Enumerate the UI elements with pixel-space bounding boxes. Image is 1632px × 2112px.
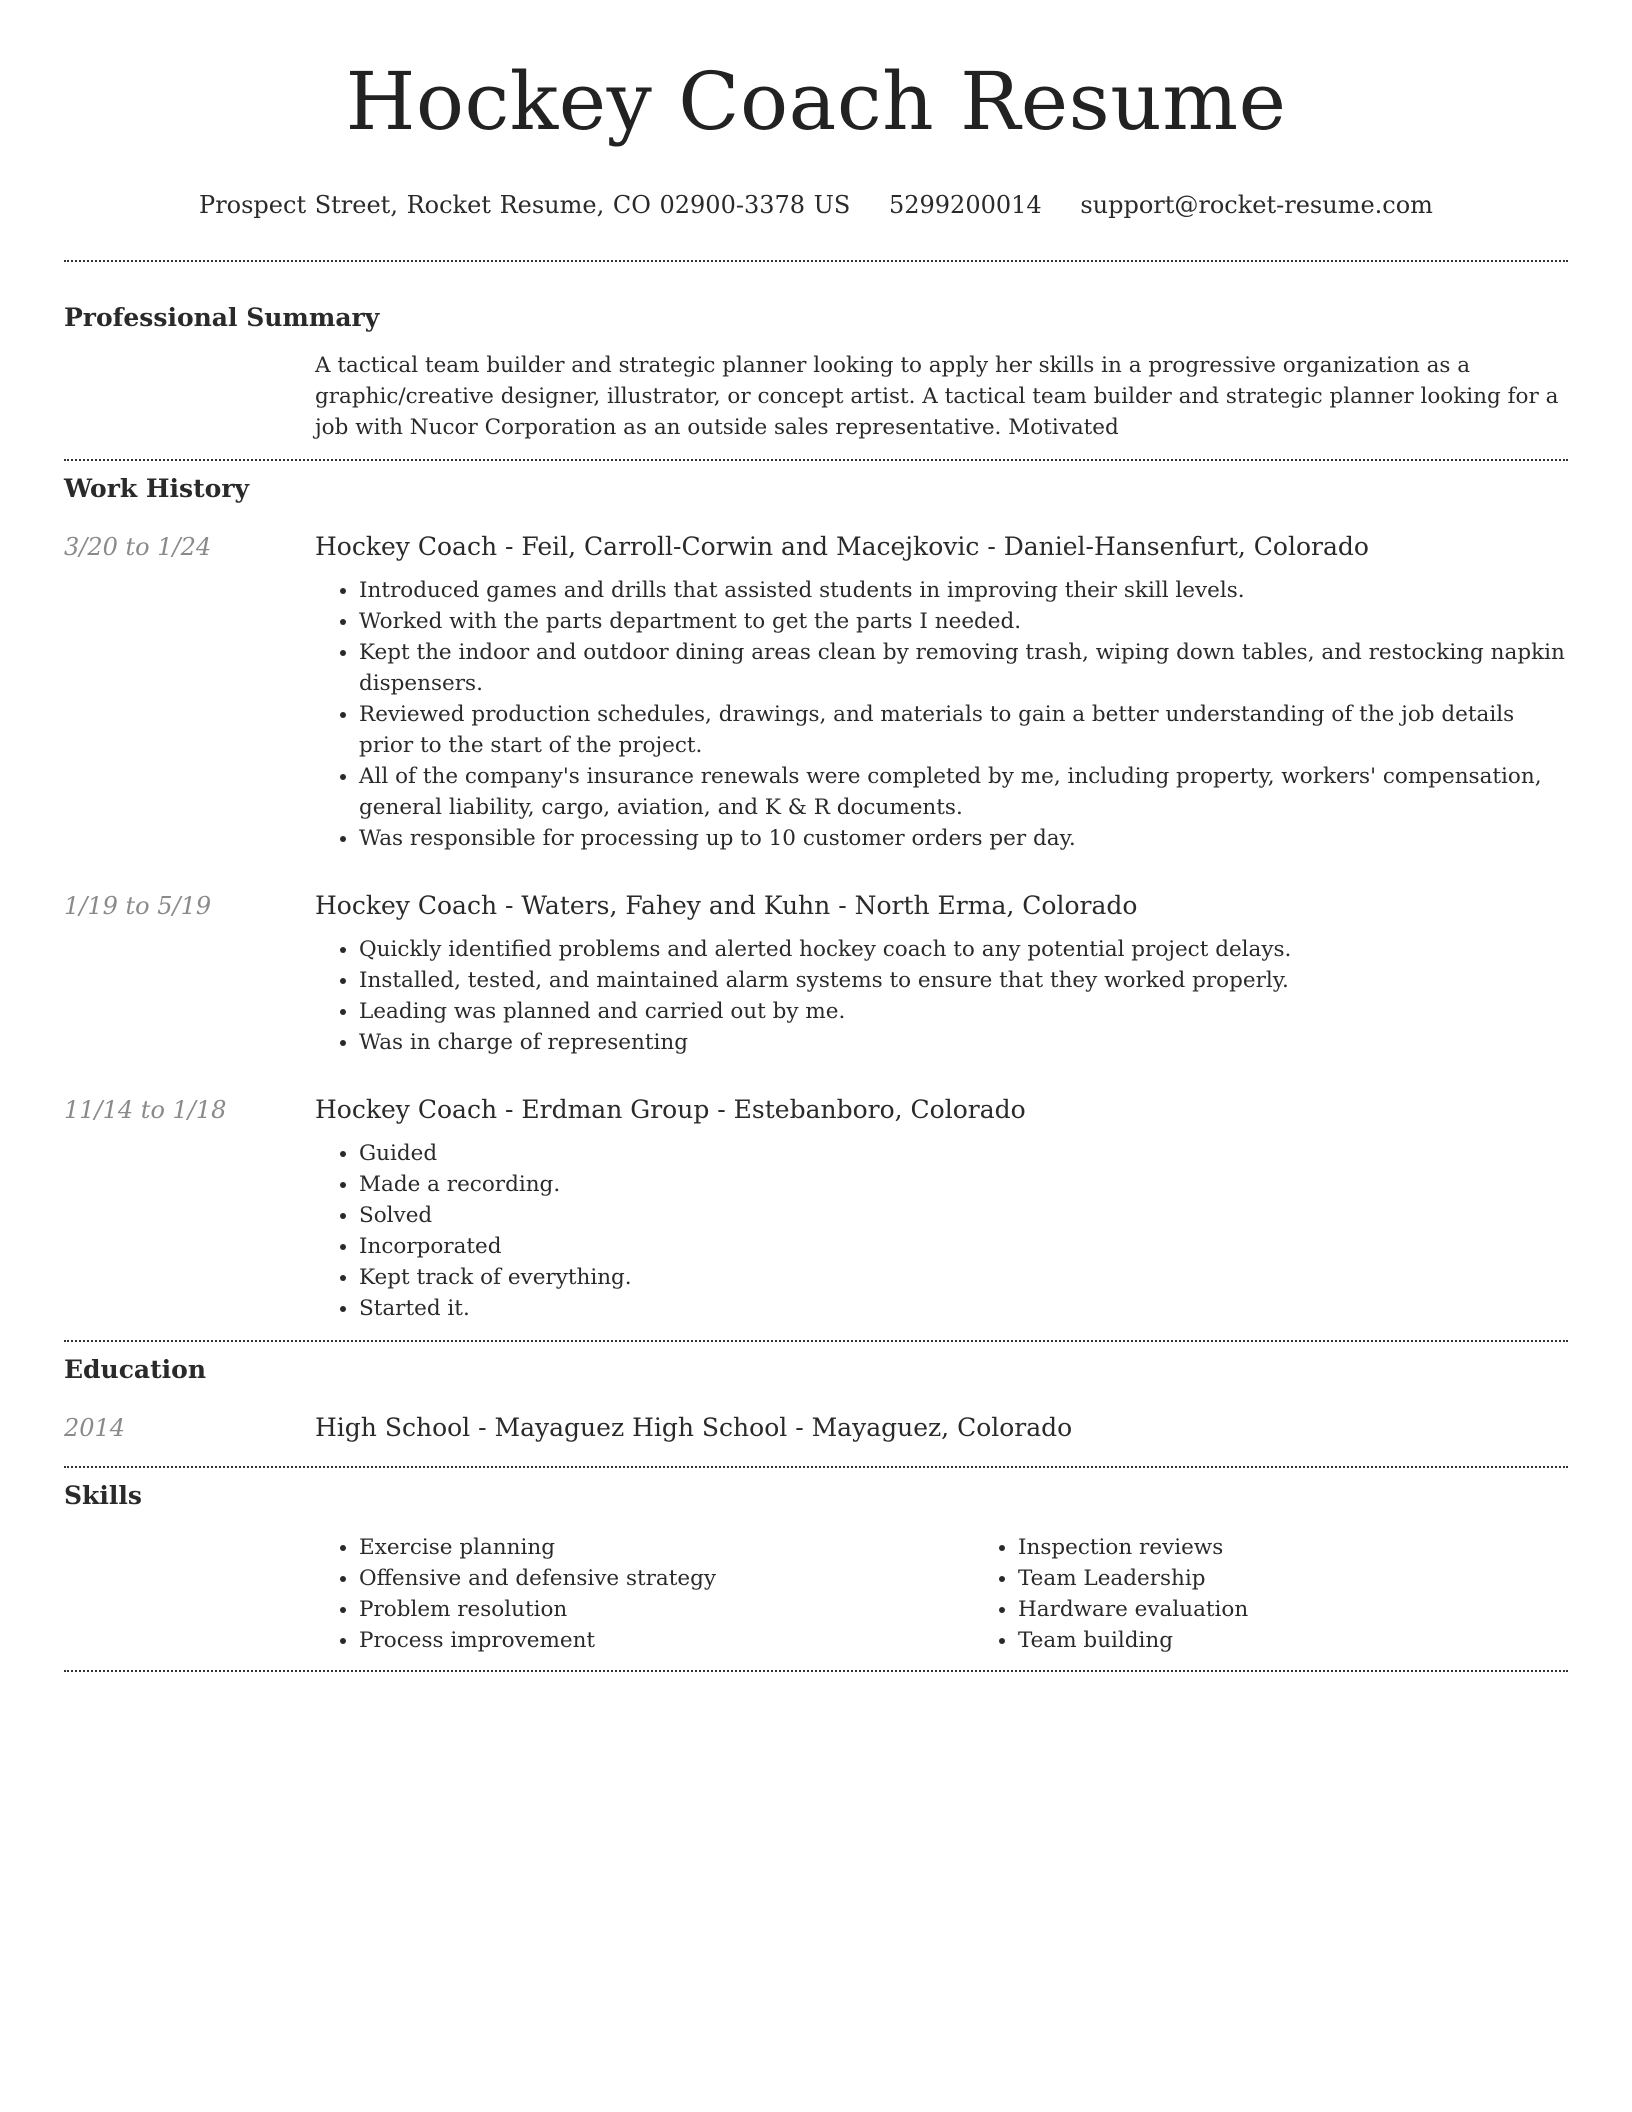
list-item: • Leading was planned and carried out by me. (359, 996, 1568, 1027)
list-item: • Kept the indoor and outdoor dining areas clean by removing trash, wiping down tables, and restocking napkin dispensers. (359, 637, 1568, 699)
job-heading: Hockey Coach - Erdman Group - Estebanboro, Colorado (315, 1095, 1026, 1124)
list-item: • Solved (359, 1200, 1568, 1231)
list-item: • Offensive and defensive strategy (359, 1563, 974, 1594)
list-item: • Reviewed production schedules, drawings, and materials to gain a better understanding of the job details prior to the start of the project. (359, 699, 1568, 761)
work-section (64, 471, 1568, 1324)
list-item: • Kept track of everything. (359, 1262, 1568, 1293)
job-dates: 3/20 to 1/24 (64, 533, 212, 561)
job-dates: 11/14 to 1/18 (64, 1096, 227, 1124)
list-item: • Made a recording. (359, 1169, 1568, 1200)
job-bullets (315, 1138, 1568, 1324)
job-heading: Hockey Coach - Feil, Carroll-Corwin and Macejkovic - Daniel-Hansenfurt, Colorado (315, 532, 1369, 561)
education-year: 2014 (64, 1414, 126, 1442)
list-item: • Quickly identified problems and alerted hockey coach to any potential project delays. (359, 934, 1568, 965)
list-item: • Started it. (359, 1293, 1568, 1324)
list-item: • Was in charge of representing (359, 1027, 1568, 1058)
address-text: Prospect Street, Rocket Resume, CO 02900-3378 US (199, 191, 851, 219)
divider (64, 260, 1568, 262)
summary-text: A tactical team builder and strategic planner looking to apply her skills in a progressive organization as a graphic/creative designer, illustrator, or concept artist. A tactical team builder and strategic planner looking for a job with Nucor Corporation as an outside sales representative. Motivated (315, 353, 1559, 440)
job-entry (64, 888, 1568, 1058)
skills-list-left (315, 1532, 974, 1656)
list-item: • Process improvement (359, 1625, 974, 1656)
section-title-skills: Skills (64, 1481, 142, 1510)
divider (64, 1466, 1568, 1468)
section-title-summary: Professional Summary (64, 303, 380, 332)
skills-spacer (64, 1532, 315, 1656)
section-title-education: Education (64, 1355, 207, 1384)
list-item: • Hardware evaluation (1018, 1594, 1632, 1625)
list-item: • Problem resolution (359, 1594, 974, 1625)
divider (64, 1670, 1568, 1672)
job-entry (64, 529, 1568, 854)
contact-line (64, 188, 1568, 222)
skills-columns (315, 1532, 1632, 1656)
list-item: • Installed, tested, and maintained alarm systems to ensure that they worked properly. (359, 965, 1568, 996)
phone-text: 5299200014 (888, 191, 1042, 219)
summary-spacer (64, 350, 315, 443)
list-item: • All of the company's insurance renewals were completed by me, including property, workers' compensation, general liability, cargo, aviation, and K & R documents. (359, 761, 1568, 823)
list-item: • Team Leadership (1018, 1563, 1632, 1594)
job-heading: Hockey Coach - Waters, Fahey and Kuhn - North Erma, Colorado (315, 891, 1138, 920)
summary-section (64, 300, 1568, 443)
job-dates: 1/19 to 5/19 (64, 892, 212, 920)
resume-title: Hockey Coach Resume (345, 55, 1287, 148)
list-item: • Introduced games and drills that assisted students in improving their skill levels. (359, 575, 1568, 606)
resume-page (64, 0, 1568, 1672)
list-item: • Team building (1018, 1625, 1632, 1656)
email-text: support@rocket-resume.com (1080, 191, 1433, 219)
skills-section (64, 1478, 1568, 1656)
divider (64, 459, 1568, 461)
list-item: • Inspection reviews (1018, 1532, 1632, 1563)
job-bullets (315, 934, 1568, 1058)
list-item: • Guided (359, 1138, 1568, 1169)
list-item: • Exercise planning (359, 1532, 974, 1563)
section-title-work: Work History (64, 474, 250, 503)
job-bullets (315, 575, 1568, 854)
list-item: • Incorporated (359, 1231, 1568, 1262)
list-item: • Was responsible for processing up to 10 customer orders per day. (359, 823, 1568, 854)
education-section (64, 1352, 1568, 1446)
list-item: • Worked with the parts department to get the parts I needed. (359, 606, 1568, 637)
divider (64, 1340, 1568, 1342)
education-heading: High School - Mayaguez High School - Mayaguez, Colorado (315, 1413, 1073, 1442)
skills-list-right (974, 1532, 1632, 1656)
job-entry (64, 1092, 1568, 1324)
